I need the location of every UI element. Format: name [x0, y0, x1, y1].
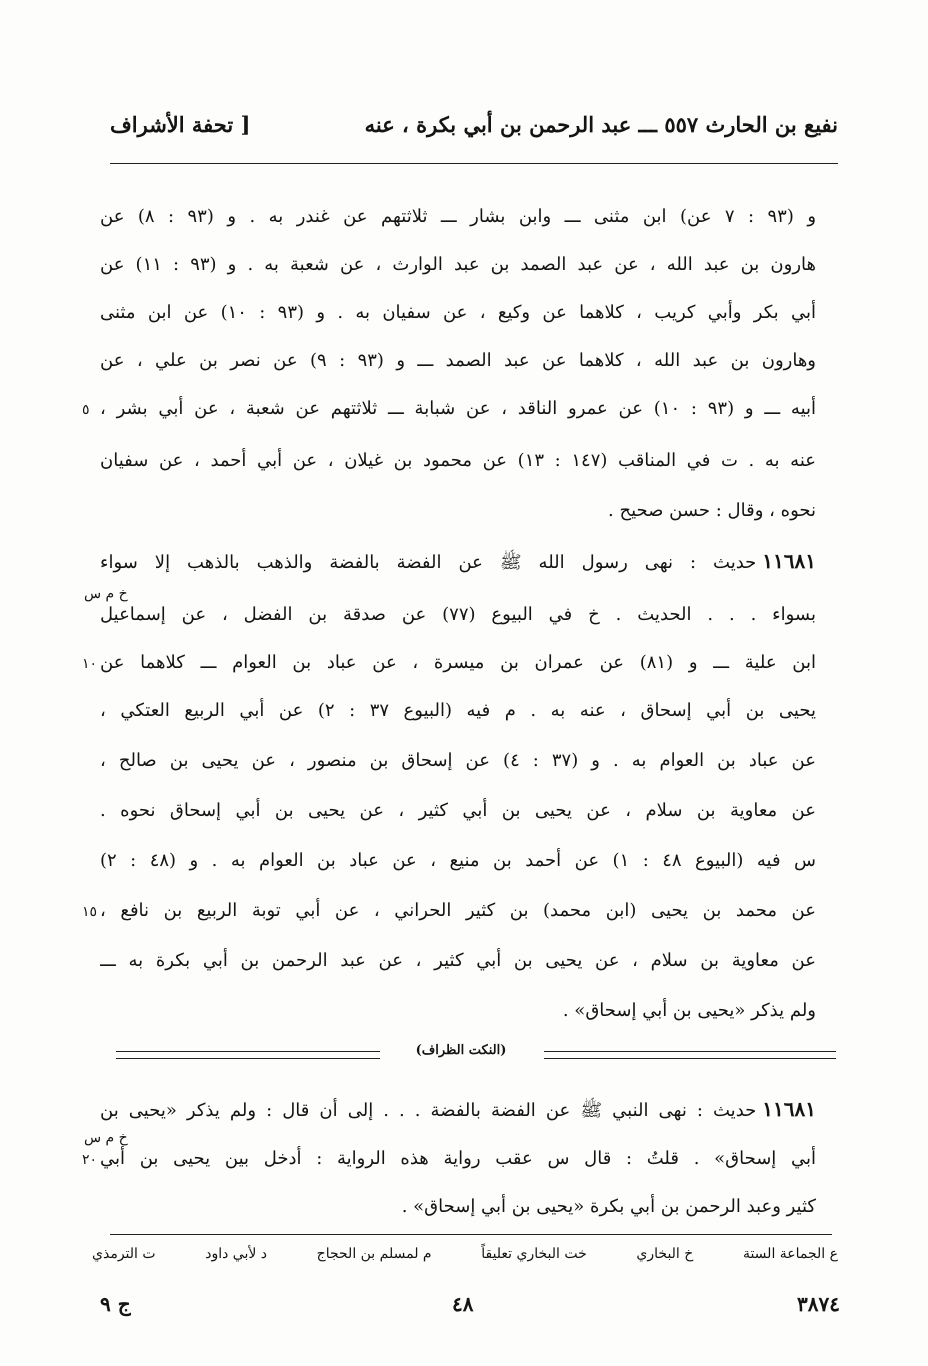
text-line: يحيى بن أبي إسحاق ، عنه به . م فيه (البيوع ٣٧ : ٢) عن أبي الربيع العتكي ،	[100, 700, 816, 721]
text-line: عن معاوية بن سلام ، عن يحيى بن أبي كثير ، عن يحيى بن أبي إسحاق نحوه .	[100, 800, 816, 821]
text-line: ابن علية ـــ و (٨١) عن عمران بن ميسرة ، عن عباد بن العوام ـــ كلاهما عن	[100, 652, 816, 673]
text-line: س فيه (البيوع ٤٨ : ١) عن أحمد بن منيع ، عن عباد بن العوام به . و (٤٨ : ٢)	[100, 850, 816, 871]
sheet-number: ٣٨٧٤	[797, 1292, 840, 1316]
hadith-first-line	[100, 1090, 816, 1128]
abbreviation: م لمسلم بن الحجاج	[316, 1246, 432, 1262]
text-line: أبيه ـــ و (٩٣ : ١٠) عن عمرو الناقد ، عن شبابة ـــ ثلاثتهم عن شعبة ، عن أبي بشر ،	[100, 398, 816, 419]
text-line: هارون بن عبد الله ، عن عبد الصمد بن عبد الوارث ، عن شعبة به . و (٩٣ : ١١) عن	[100, 254, 816, 275]
text-line: بسواء . . . الحديث . خ في البيوع (٧٧) عن صدقة بن الفضل ، عن إسماعيل	[100, 604, 816, 625]
header-rule	[110, 163, 838, 164]
line-number: ١٠	[82, 656, 98, 672]
line-number: ٥	[82, 402, 90, 418]
text-line: كثير وعبد الرحمن بن أبي بكرة «يحيى بن أبي إسحاق» .	[401, 1196, 816, 1217]
text-line: ولم يذكر «يحيى بن أبي إسحاق» .	[562, 1000, 816, 1021]
hadith-first-line	[100, 542, 816, 580]
text-line: عنه به . ت في المناقب (١٤٧ : ١٣) عن محمود بن غيلان ، عن أبي أحمد ، عن سفيان	[100, 450, 816, 471]
abbreviation: خ البخاري	[636, 1246, 694, 1262]
text-line: نحوه ، وقال : حسن صحيح .	[608, 500, 816, 521]
abbreviation: ع الجماعة الستة	[742, 1246, 838, 1262]
text-line: عن معاوية بن سلام ، عن يحيى بن أبي كثير ، عن عبد الرحمن بن أبي بكرة به ـــ	[100, 950, 816, 971]
section-banner-label: (النكت الظراف)	[415, 1043, 507, 1058]
banner-rule-right	[544, 1051, 836, 1059]
text-line: أبي إسحاق» . قلتُ : قال س عقب رواية هذه الرواية : أدخل بين يحيى بن أبي	[100, 1148, 816, 1169]
text-line: عن محمد بن يحيى (ابن محمد) بن كثير الحراني ، عن أبي توبة الربيع بن نافع ،	[100, 900, 816, 921]
hadith-sigla: خ م س	[84, 1130, 128, 1146]
text-line: أبي بكر وأبي كريب ، كلاهما عن وكيع ، عن سفيان به . و (٩٣ : ١٠) عن ابن مثنى	[100, 302, 816, 323]
page-footer	[100, 1292, 840, 1324]
page-number: ٤٨	[452, 1292, 474, 1316]
hadith-sigla: خ م س	[84, 586, 128, 602]
hadith-number: ١١٦٨١	[762, 549, 816, 573]
footer-rule	[110, 1234, 832, 1235]
running-title-right: نفيع بن الحارث ٥٥٧ ـــ عبد الرحمن بن أبي بكرة ، عنه	[364, 112, 838, 137]
abbreviation: ت الترمذي	[92, 1246, 156, 1262]
abbreviations-legend	[92, 1246, 838, 1272]
abbreviation: د لأبي داود	[205, 1246, 268, 1262]
volume-label: ج ٩	[100, 1292, 131, 1316]
text-line: عن عباد بن العوام به . و (٣٧ : ٤) عن إسحاق بن منصور ، عن يحيى بن صالح ،	[100, 750, 816, 771]
running-title-left: [ تحفة الأشراف	[110, 112, 251, 137]
running-header	[110, 112, 838, 152]
abbreviation: خت البخاري تعليقاً	[481, 1246, 587, 1262]
banner-rule-left	[116, 1051, 380, 1059]
hadith-number: ١١٦٨١	[762, 1097, 816, 1121]
line-number: ٢٠	[82, 1152, 98, 1168]
line-number: ١٥	[82, 904, 98, 920]
text-line: و (٩٣ : ٧ عن) ابن مثنى ـــ وابن بشار ـــ ثلاثتهم عن غندر به . و (٩٣ : ٨) عن	[100, 206, 816, 227]
hadith-text: حديث : نهى النبي ﷺ عن الفضة بالفضة . . . إلى أن قال : ولم يذكر «يحيى بن	[100, 1100, 757, 1121]
hadith-text: حديث : نهى رسول الله ﷺ عن الفضة بالفضة والذهب بالذهب إلا سواء	[100, 552, 757, 573]
text-line: وهارون بن عبد الله ، كلاهما عن عبد الصمد ـــ و (٩٣ : ٩) عن نصر بن علي ، عن	[100, 350, 816, 371]
section-banner	[0, 1043, 928, 1065]
